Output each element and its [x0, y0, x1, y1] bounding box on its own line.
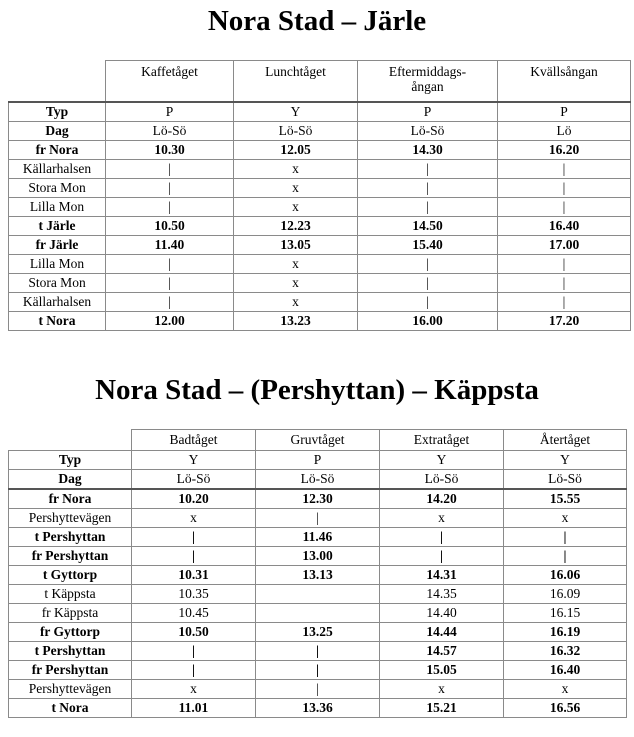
- time-cell: |: [256, 509, 380, 528]
- station-label: fr Pershyttan: [9, 661, 132, 680]
- train-header: Återtåget: [504, 430, 627, 451]
- table-row: [9, 141, 631, 160]
- station-label: t Käppsta: [9, 585, 132, 604]
- time-cell: 12.00: [106, 312, 234, 331]
- time-cell: x: [234, 198, 358, 217]
- time-cell: x: [380, 680, 504, 699]
- time-cell: 10.20: [132, 489, 256, 509]
- time-cell: 10.50: [132, 623, 256, 642]
- time-cell: |: [498, 198, 631, 217]
- time-cell: 16.32: [504, 642, 627, 661]
- time-cell: |: [256, 680, 380, 699]
- time-cell: |: [358, 198, 498, 217]
- time-cell: 12.23: [234, 217, 358, 236]
- typ-label: Typ: [9, 102, 106, 122]
- time-cell: x: [234, 255, 358, 274]
- station-label: Källarhalsen: [9, 293, 106, 312]
- dag-cell: Lö-Sö: [106, 122, 234, 141]
- time-cell: 13.36: [256, 699, 380, 718]
- table-row: [9, 528, 627, 547]
- typ-cell: P: [358, 102, 498, 122]
- station-label: Pershyttevägen: [9, 680, 132, 699]
- time-cell: |: [380, 547, 504, 566]
- train-header: Gruvtåget: [256, 430, 380, 451]
- table-row: [9, 160, 631, 179]
- time-cell: 16.19: [504, 623, 627, 642]
- station-label: t Järle: [9, 217, 106, 236]
- time-cell: 16.15: [504, 604, 627, 623]
- station-label: t Nora: [9, 699, 132, 718]
- table-row: [9, 623, 627, 642]
- table-row: [9, 217, 631, 236]
- time-cell: |: [256, 661, 380, 680]
- timetable-nora-kappsta: [8, 429, 627, 718]
- station-label: fr Nora: [9, 141, 106, 160]
- station-label: t Pershyttan: [9, 642, 132, 661]
- station-label: fr Käppsta: [9, 604, 132, 623]
- time-cell: 14.40: [380, 604, 504, 623]
- table-row: [9, 509, 627, 528]
- dag-cell: Lö-Sö: [380, 470, 504, 490]
- time-cell: |: [256, 642, 380, 661]
- train-header: Lunchtåget: [234, 61, 358, 103]
- time-cell: 17.20: [498, 312, 631, 331]
- station-label: fr Nora: [9, 489, 132, 509]
- time-cell: |: [132, 547, 256, 566]
- time-cell: x: [380, 509, 504, 528]
- time-cell: 11.46: [256, 528, 380, 547]
- typ-cell: Y: [132, 451, 256, 470]
- time-cell: 12.30: [256, 489, 380, 509]
- time-cell: |: [106, 255, 234, 274]
- time-cell: 13.05: [234, 236, 358, 255]
- typ-cell: Y: [504, 451, 627, 470]
- time-cell: |: [132, 528, 256, 547]
- table-row: [9, 585, 627, 604]
- time-cell: 15.40: [358, 236, 498, 255]
- time-cell: 10.45: [132, 604, 256, 623]
- station-label: Stora Mon: [9, 274, 106, 293]
- table-row: [9, 236, 631, 255]
- time-cell: 14.44: [380, 623, 504, 642]
- time-cell: |: [106, 179, 234, 198]
- time-cell: 16.20: [498, 141, 631, 160]
- station-label: Lilla Mon: [9, 255, 106, 274]
- table-row: [9, 489, 627, 509]
- time-cell: 10.50: [106, 217, 234, 236]
- time-cell: 14.30: [358, 141, 498, 160]
- timetable-rows: [9, 489, 627, 718]
- time-cell: 16.00: [358, 312, 498, 331]
- time-cell: 14.20: [380, 489, 504, 509]
- timetable-nora-jarle: [8, 60, 631, 331]
- table-row: [9, 274, 631, 293]
- time-cell: 14.50: [358, 217, 498, 236]
- time-cell: 16.09: [504, 585, 627, 604]
- time-cell: |: [106, 274, 234, 293]
- station-label: Källarhalsen: [9, 160, 106, 179]
- time-cell: |: [358, 160, 498, 179]
- table-row: [9, 699, 627, 718]
- time-cell: |: [358, 274, 498, 293]
- table-row: [9, 255, 631, 274]
- station-label: fr Gyttorp: [9, 623, 132, 642]
- time-cell: |: [498, 274, 631, 293]
- timetable-rows: [9, 141, 631, 331]
- time-cell: x: [234, 179, 358, 198]
- table-row: [9, 179, 631, 198]
- time-cell: 13.25: [256, 623, 380, 642]
- train-header: Extratåget: [380, 430, 504, 451]
- time-cell: x: [504, 509, 627, 528]
- time-cell: 13.23: [234, 312, 358, 331]
- typ-cell: P: [256, 451, 380, 470]
- dag-cell: Lö-Sö: [358, 122, 498, 141]
- time-cell: 16.56: [504, 699, 627, 718]
- time-cell: 13.00: [256, 547, 380, 566]
- time-cell: 10.31: [132, 566, 256, 585]
- timetable-title-nora-jarle: Nora Stad – Järle: [207, 5, 427, 37]
- time-cell: |: [106, 198, 234, 217]
- dag-cell: Lö-Sö: [256, 470, 380, 490]
- time-cell: 14.57: [380, 642, 504, 661]
- station-label: t Gyttorp: [9, 566, 132, 585]
- train-header: Badtåget: [132, 430, 256, 451]
- train-header: Kvällsångan: [498, 61, 631, 103]
- time-cell: |: [106, 293, 234, 312]
- time-cell: x: [504, 680, 627, 699]
- time-cell: 15.05: [380, 661, 504, 680]
- station-label: Lilla Mon: [9, 198, 106, 217]
- timetable-title-nora-kappsta: Nora Stad – (Pershyttan) – Käppsta: [95, 374, 539, 406]
- time-cell: |: [106, 160, 234, 179]
- time-cell: |: [498, 293, 631, 312]
- station-label: Stora Mon: [9, 179, 106, 198]
- train-header: Eftermiddags- ångan: [358, 61, 498, 103]
- time-cell: |: [358, 293, 498, 312]
- time-cell: 12.05: [234, 141, 358, 160]
- time-cell: x: [234, 274, 358, 293]
- time-cell: |: [380, 528, 504, 547]
- train-header: Kaffetåget: [106, 61, 234, 103]
- table-row: [9, 547, 627, 566]
- time-cell: |: [504, 547, 627, 566]
- time-cell: 14.31: [380, 566, 504, 585]
- time-cell: 11.40: [106, 236, 234, 255]
- typ-label: Typ: [9, 451, 132, 470]
- time-cell: x: [132, 680, 256, 699]
- corner-cell: [9, 430, 132, 451]
- corner-cell: [9, 61, 106, 103]
- table-row: [9, 604, 627, 623]
- station-label: Pershyttevägen: [9, 509, 132, 528]
- time-cell: 15.21: [380, 699, 504, 718]
- station-label: t Pershyttan: [9, 528, 132, 547]
- station-label: fr Pershyttan: [9, 547, 132, 566]
- time-cell: 16.40: [498, 217, 631, 236]
- table-row: [9, 566, 627, 585]
- time-cell: 13.13: [256, 566, 380, 585]
- time-cell: [256, 585, 380, 604]
- dag-cell: Lö-Sö: [234, 122, 358, 141]
- time-cell: 10.35: [132, 585, 256, 604]
- typ-cell: P: [498, 102, 631, 122]
- dag-label: Dag: [9, 122, 106, 141]
- time-cell: x: [132, 509, 256, 528]
- time-cell: x: [234, 160, 358, 179]
- table-row: [9, 293, 631, 312]
- table-row: [9, 198, 631, 217]
- dag-cell: Lö-Sö: [504, 470, 627, 490]
- station-label: fr Järle: [9, 236, 106, 255]
- time-cell: 10.30: [106, 141, 234, 160]
- station-label: t Nora: [9, 312, 106, 331]
- typ-cell: Y: [380, 451, 504, 470]
- time-cell: [256, 604, 380, 623]
- dag-cell: Lö-Sö: [132, 470, 256, 490]
- time-cell: 11.01: [132, 699, 256, 718]
- time-cell: |: [498, 255, 631, 274]
- time-cell: |: [132, 642, 256, 661]
- time-cell: x: [234, 293, 358, 312]
- time-cell: |: [358, 255, 498, 274]
- typ-cell: Y: [234, 102, 358, 122]
- typ-cell: P: [106, 102, 234, 122]
- table-row: [9, 680, 627, 699]
- time-cell: 15.55: [504, 489, 627, 509]
- table-row: [9, 642, 627, 661]
- time-cell: 16.06: [504, 566, 627, 585]
- time-cell: 14.35: [380, 585, 504, 604]
- table-row: [9, 312, 631, 331]
- time-cell: |: [498, 179, 631, 198]
- time-cell: |: [504, 528, 627, 547]
- dag-cell: Lö: [498, 122, 631, 141]
- time-cell: 17.00: [498, 236, 631, 255]
- table-row: [9, 661, 627, 680]
- time-cell: |: [358, 179, 498, 198]
- time-cell: 16.40: [504, 661, 627, 680]
- time-cell: |: [498, 160, 631, 179]
- time-cell: |: [132, 661, 256, 680]
- dag-label: Dag: [9, 470, 132, 490]
